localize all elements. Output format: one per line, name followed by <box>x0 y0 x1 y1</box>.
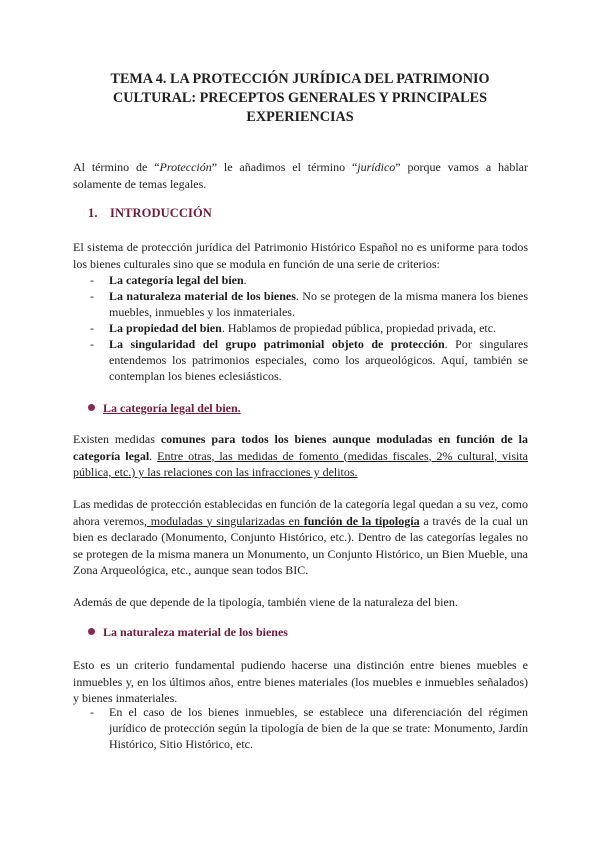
subheading-naturaleza-material <box>88 625 288 640</box>
list-item <box>90 704 528 752</box>
dash-bullet: - <box>90 273 94 287</box>
para3-a: Las medidas de protección establecidas en función de la categoría legal quedan a su vez, como ahora veremos, <box>73 497 528 528</box>
paragraph-criterio-fundamental <box>73 657 528 707</box>
page-title <box>70 70 530 127</box>
title-line-2: CULTURAL: PRECEPTOS GENERALES Y PRINCIPALES <box>113 90 487 106</box>
intro-text-5: ” porque vamos a hablar <box>395 160 528 174</box>
para2-a: Existen medidas <box>73 432 161 446</box>
para2-c: . <box>149 448 158 463</box>
intro-paragraph <box>73 159 528 192</box>
list-item <box>90 288 528 320</box>
title-line-3: EXPERIENCIAS <box>246 109 354 125</box>
para2-underlined: Entre otras, las medidas de fomento (medidas fiscales, 2% cultural, visita pública, etc.) y las relaciones con las infracciones y delitos. <box>73 448 529 479</box>
criteria-2-bold: La naturaleza material de los bienes <box>109 289 296 303</box>
paragraph-sistema-line-2: los bienes culturales sino que se modula en función de una serie de criterios: <box>73 256 440 271</box>
criteria-3-bold: La propiedad del bien <box>109 321 222 335</box>
dash-bullet: - <box>90 289 94 303</box>
criteria-4-bold: La singularidad del grupo patrimonial objeto de protección <box>109 337 445 351</box>
intro-italic-juridico: jurídico <box>357 160 396 174</box>
intro-text-1: Al término de “ <box>73 160 160 174</box>
para3-bold-underlined: función de la tipología <box>303 513 420 528</box>
dash-bullet: - <box>90 705 94 719</box>
intro-italic-proteccion: Protección <box>159 160 212 174</box>
para3-d: a través de la cual un bien es declarado (Monumento, Conjunto Histórico, etc.). Dentro de las categorías legales no se protegen de la misma manera un Monumento, un Conjunto Histórico, un Bien Mueble, una Zona Arqueológica, etc., aunque sean todos BIC. <box>73 513 528 577</box>
list-item <box>90 320 528 336</box>
paragraph-medidas-comunes <box>73 431 528 481</box>
criteria-list <box>90 272 528 384</box>
subheading-categoria-legal <box>88 401 241 416</box>
title-line-1: TEMA 4. LA PROTECCIÓN JURÍDICA DEL PATRIMONIO <box>110 71 490 87</box>
subheading-title: La naturaleza material de los bienes <box>103 625 288 639</box>
section-heading-introduccion <box>88 206 212 221</box>
section-title: INTRODUCCIÓN <box>110 206 212 220</box>
criteria-2-rest: . No se protegen de la misma manera los bienes muebles, inmuebles y los inmateriales. <box>109 289 528 319</box>
criteria-1-bold: La categoría legal del bien <box>109 273 244 287</box>
paragraph-ademas <box>73 594 528 611</box>
intro-line-2: solamente de temas legales. <box>73 176 207 191</box>
criteria-4-rest: . Por singulares entendemos los patrimonios especiales, como los arqueológicos. Aquí, también se contemplan los bienes eclesiásticos. <box>109 337 528 383</box>
criteria-1-rest: . <box>243 273 247 287</box>
subheading-title: La categoría legal del bien. <box>103 401 241 415</box>
intro-line-1 <box>73 159 528 176</box>
paragraph-medidas-proteccion <box>73 496 528 579</box>
bullet-dot-icon <box>88 628 95 635</box>
dash-bullet: - <box>90 337 94 351</box>
section-number: 1. <box>88 206 98 220</box>
list2-item-1: En el caso de los bienes inmuebles, se establece una diferenciación del régimen jurídico de protección según la tipología de bien de la que se trate: Monumento, Jardín Histórico, Sitio Histórico, etc. <box>109 705 528 751</box>
bullet-dot-icon <box>88 404 95 411</box>
dash-bullet: - <box>90 321 94 335</box>
para5-text: Esto es un criterio fundamental pudiendo hacerse una distinción entre bienes muebles e inmuebles y, en los últimos años, entre bienes materiales (los muebles e inmuebles señalados) y bienes inmateriales. <box>73 658 528 705</box>
paragraph-sistema-line-1: El sistema de protección jurídica del Patrimonio Histórico Español no es uniforme para todos <box>73 240 528 254</box>
para2-bold: comunes para todos los bienes aunque moduladas en función de la categoría legal <box>73 432 528 463</box>
paragraph-sistema <box>73 239 528 272</box>
para3-underlined: moduladas y singularizadas en <box>147 513 304 528</box>
criteria-3-rest: . Hablamos de propiedad pública, propiedad privada, etc. <box>221 321 497 335</box>
intro-text-3: ” le añadimos el término “ <box>211 160 358 174</box>
list-item <box>90 272 528 288</box>
inmuebles-list <box>90 704 528 752</box>
para4-text: Además de que depende de la tipología, también viene de la naturaleza del bien. <box>73 595 458 609</box>
list-item <box>90 336 528 384</box>
